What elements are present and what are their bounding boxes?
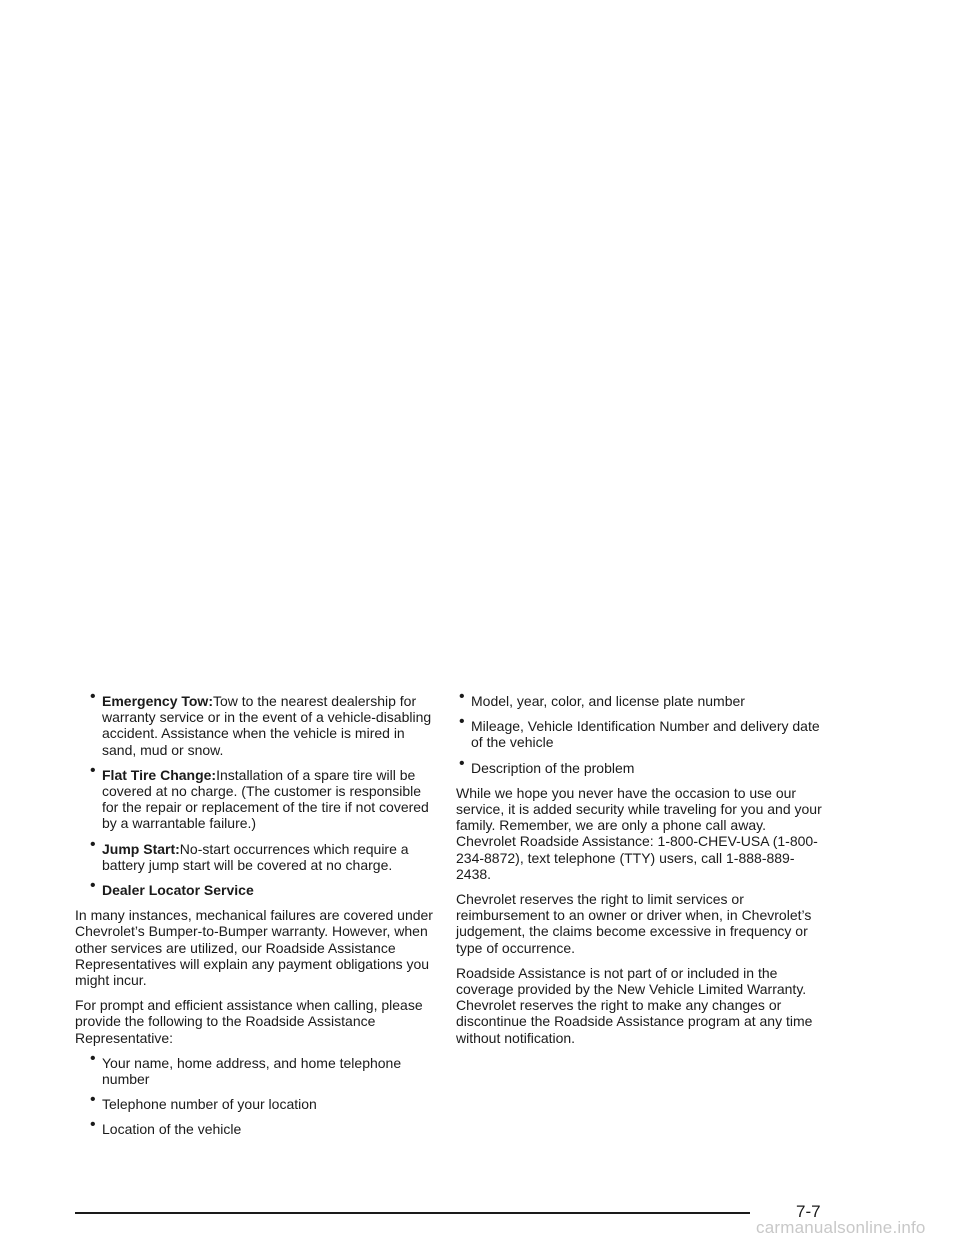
- calling-instructions-paragraph: For prompt and efficient assistance when calling, please provide the following to the Roadside Assistance Representative:: [75, 997, 423, 1046]
- service-description: Tow to the nearest dealership for warranty service or in the event of a vehicle-disabling accident. Assistance when the vehicle is mired in sand, mud or snow.: [102, 693, 432, 758]
- roadside-contact-paragraph: While we hope you never have the occasion to use our service, it is added security while traveling for you and your family. Remember, we are only a phone call away. Chevrolet Roadside Assistance: 1-800-CHEV-USA (1-800-234-8872), text telephone (TTY) users, call 1-888-889-2438.: [456, 784, 822, 882]
- watermark: carmanualsonline.info: [756, 1218, 926, 1237]
- service-item-jump-start: [75, 841, 437, 873]
- footer-rule: [75, 1212, 750, 1214]
- info-list-item: • Description of the problem: [456, 760, 822, 776]
- info-list-item: • Model, year, color, and license plate number: [456, 693, 822, 709]
- left-column: [75, 693, 437, 1147]
- program-disclaimer-paragraph: Roadside Assistance is not part of or included in the coverage provided by the New Vehicle Limited Warranty. Chevrolet reserves the right to make any changes or discontinue the Roadside Assistance program at any time without notification.: [456, 964, 813, 1046]
- page-number: 7-7: [796, 1202, 821, 1221]
- service-item-flat-tire-change: [75, 767, 437, 832]
- service-term: Jump Start:: [102, 840, 180, 857]
- service-description: Installation of a spare tire will be covered at no charge. (The customer is responsible for the repair or replacement of the tire if not covered by a warrantable failure.): [102, 766, 429, 832]
- warranty-paragraph: In many instances, mechanical failures are covered under Chevrolet’s Bumper-to-Bumper warranty. However, when other services are utilized, our Roadside Assistance Representatives will explain any payment obligations you might incur.: [75, 907, 433, 989]
- service-item-emergency-tow: [75, 693, 437, 758]
- service-term: Emergency Tow:: [102, 693, 213, 709]
- service-limits-paragraph: Chevrolet reserves the right to limit services or reimbursement to an owner or driver when, in Chevrolet’s judgement, the claims become excessive in frequency or type of occurrence.: [456, 891, 812, 956]
- info-list-item: • Telephone number of your location: [75, 1096, 437, 1112]
- info-list-item: • Mileage, Vehicle Identification Number and delivery date of the vehicle: [456, 718, 822, 750]
- service-item-dealer-locator: [75, 882, 437, 898]
- info-list-item: • Location of the vehicle: [75, 1121, 437, 1137]
- service-description: No-start occurrences which require a battery jump start will be covered at no charge.: [102, 840, 409, 873]
- right-column: [456, 693, 822, 1055]
- service-term: Flat Tire Change:: [102, 766, 217, 783]
- service-term: Dealer Locator Service: [102, 882, 254, 899]
- info-list-item: • Your name, home address, and home telephone number: [75, 1055, 437, 1087]
